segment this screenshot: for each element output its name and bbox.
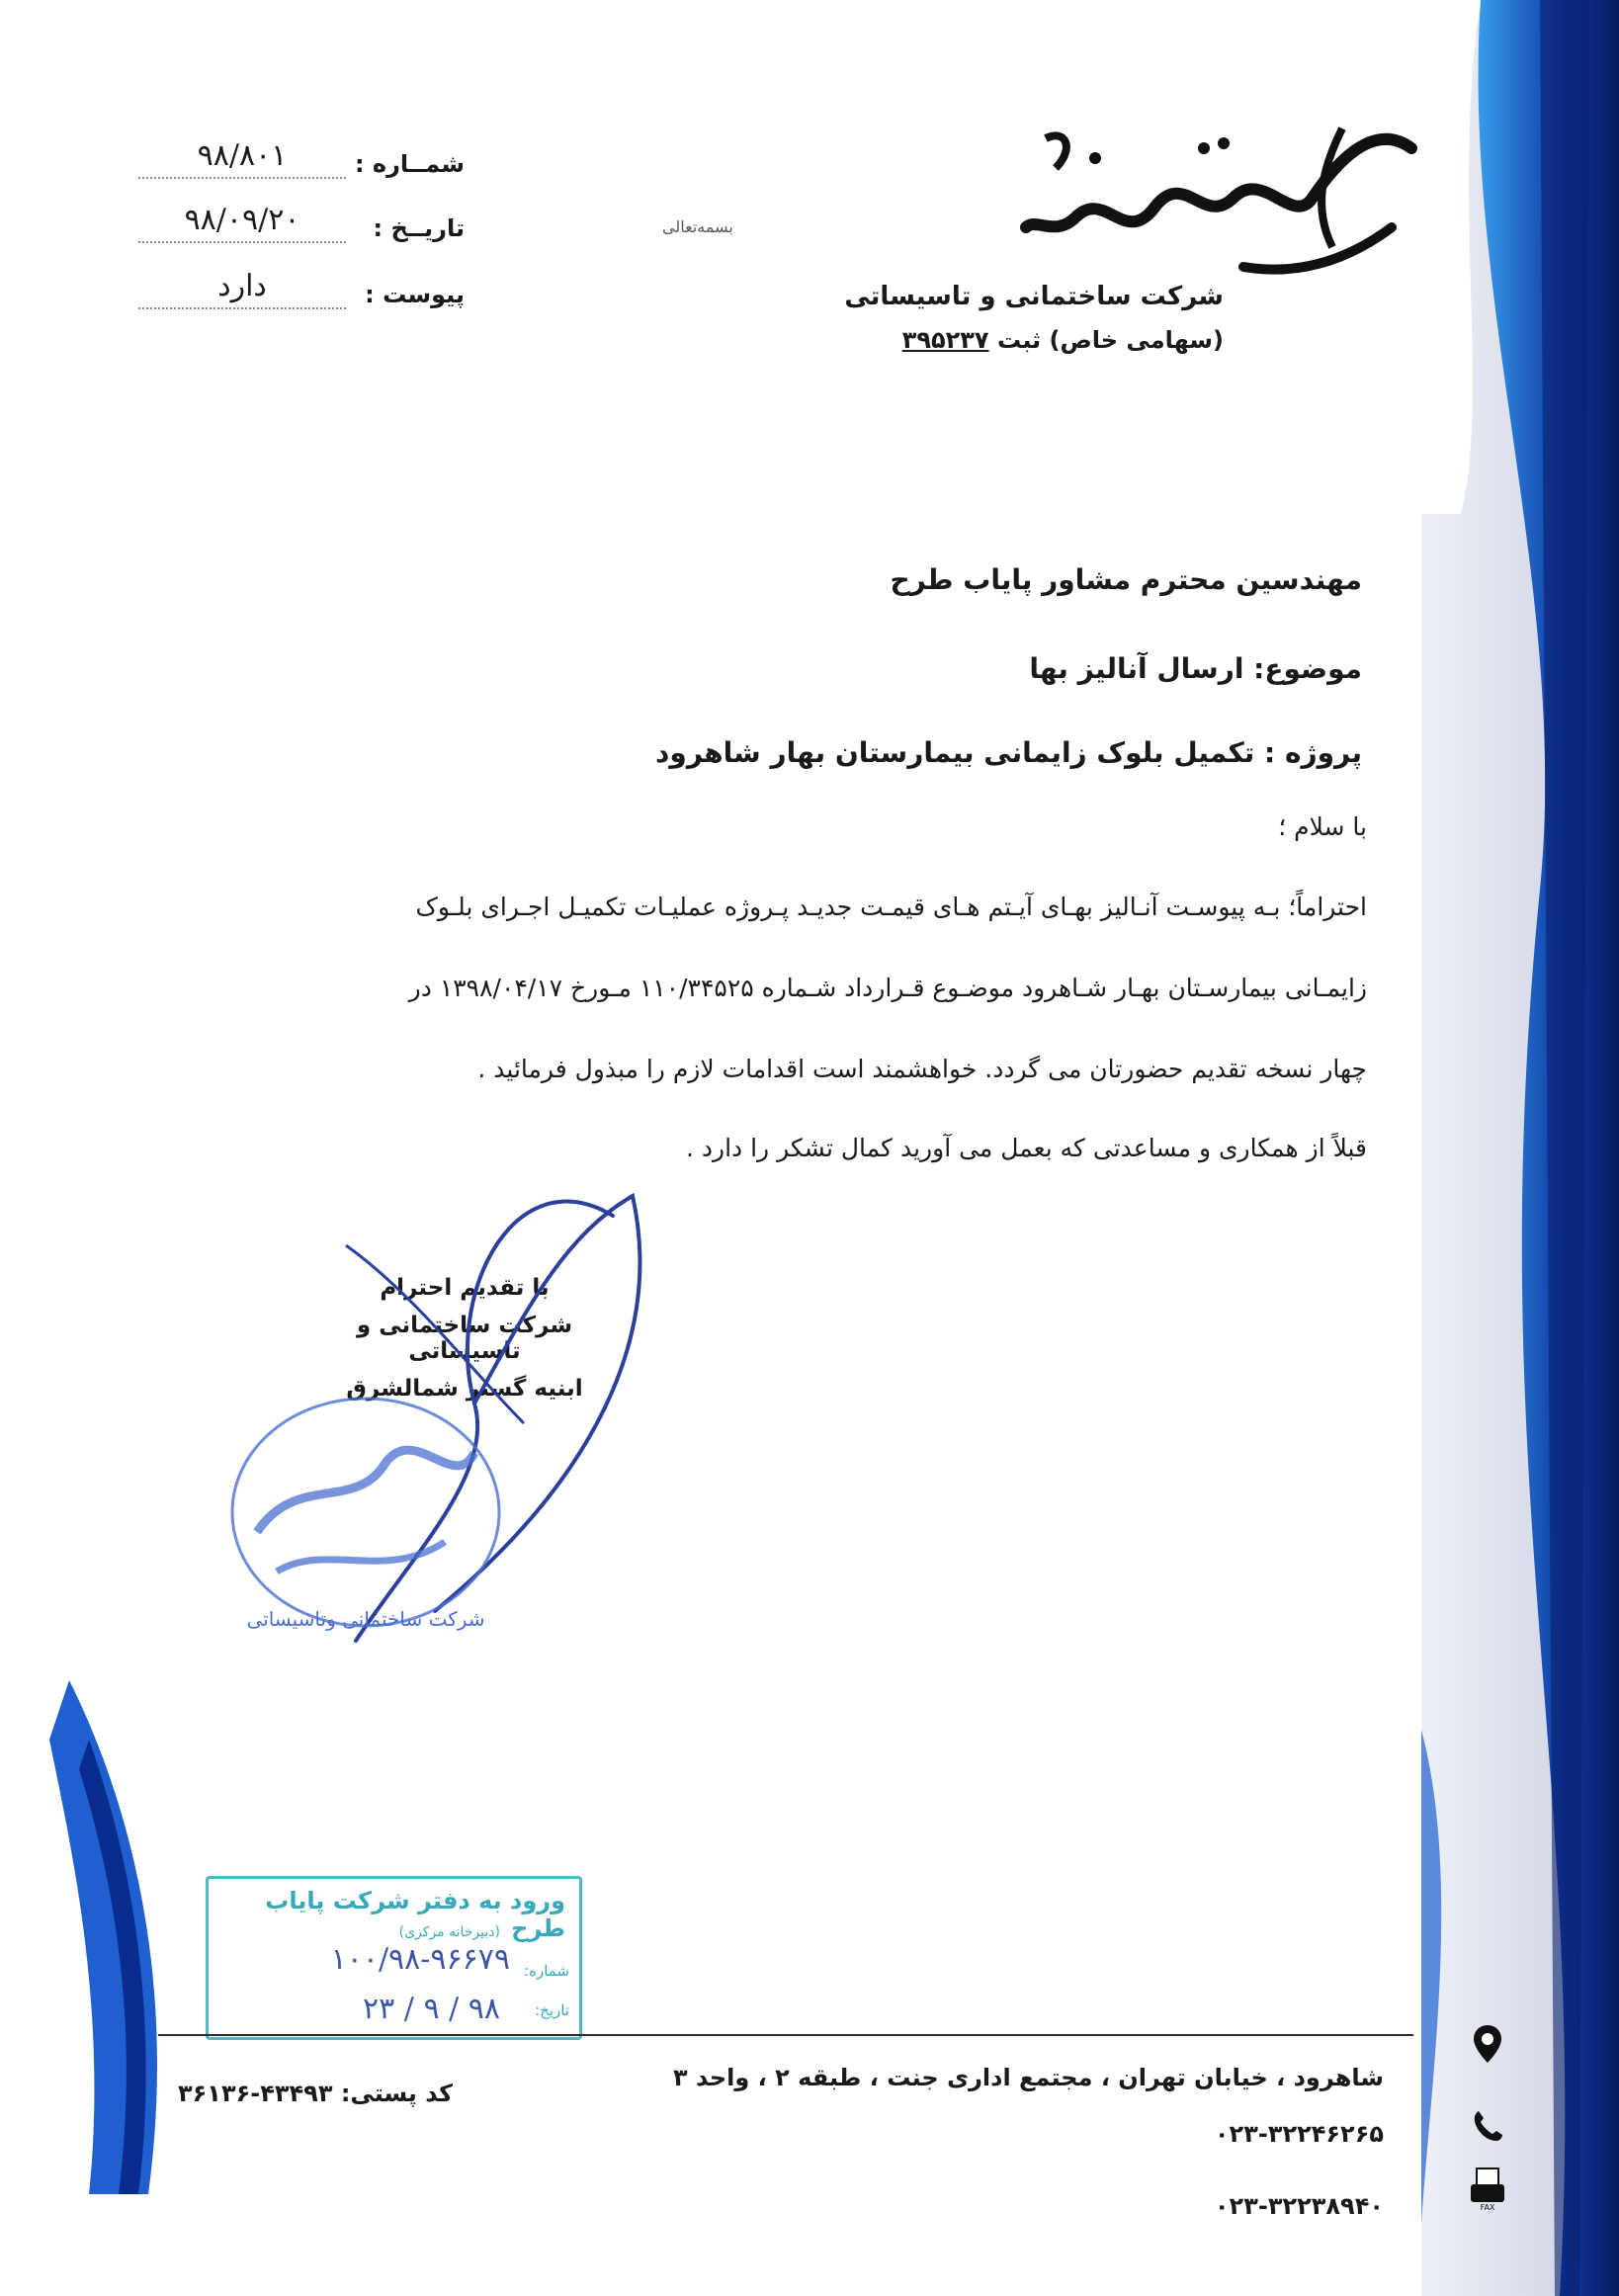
recipient: مهندسین محترم مشاور پایاب طرح xyxy=(890,563,1362,596)
letter-attachment-row xyxy=(119,269,465,318)
company-name: شرکت ساختمانی و تاسیساتی xyxy=(844,282,1224,311)
paragraph-line-3: چهار نسخه تقدیم حضورتان می گردد. خواهشمند است اقدامات لازم را مبذول فرمائید . xyxy=(477,1055,1367,1083)
company-registration xyxy=(902,326,1224,354)
bottom-left-swoosh-decoration xyxy=(30,1680,188,2194)
letter-attachment-label: پیوست : xyxy=(365,281,465,308)
letter-attachment-value: دارد xyxy=(138,269,346,309)
basmala: بسمه‌تعالی xyxy=(662,217,733,236)
signature-line-1: با تقدیم احترام xyxy=(380,1275,550,1301)
footer-divider xyxy=(158,2034,1413,2036)
stamp-title: ورود به دفتر شرکت پایاب طرح xyxy=(265,1887,565,1942)
receipt-stamp xyxy=(206,1876,582,2040)
letter-date-label: تاریــخ : xyxy=(373,214,465,242)
stamp-number-label: شماره: xyxy=(524,1962,569,1980)
company-seal xyxy=(217,1374,514,1651)
letter-number-label: شمــاره : xyxy=(354,150,465,178)
footer-address: شاهرود ، خیابان تهران ، مجتمع اداری جنت ، طبقه ۲ ، واحد ۳ xyxy=(673,2064,1384,2091)
closing-line: قبلاً از همکاری و مساعدتی که بعمل می آورید کمال تشکر را دارد . xyxy=(685,1134,1367,1162)
footer-fax: ۰۲۳-۳۲۲۳۸۹۴۰ xyxy=(1214,2192,1384,2220)
stamp-date-value: ۹۸ / ۹ / ۲۳ xyxy=(363,1992,500,2026)
signature-line-3: ابنیه گستر شمالشرق xyxy=(346,1376,583,1402)
stamp-date-label: تاریخ: xyxy=(535,2001,569,2019)
phone-icon xyxy=(1465,2103,1510,2149)
letter-date-value: ۹۸/۰۹/۲۰ xyxy=(138,203,346,243)
company-logo xyxy=(1016,109,1431,287)
stamp-number-value: ۱۰۰/۹۸-۹۶۶۷۹ xyxy=(330,1942,510,1977)
fax-icon xyxy=(1465,2165,1510,2210)
paragraph-line-2: زایمـانی بیمارسـتان بهـار شـاهرود موضـوع قـرارداد شـماره ۱۱۰/۳۴۵۲۵ مـورخ ۱۳۹۸/۰۴/۱۷ در xyxy=(408,974,1367,1002)
subject: موضوع: ارسال آنالیز بها xyxy=(1029,652,1362,685)
paragraph-line-1: احتراماً؛ بـه پیوسـت آنـالیز بهـای آیـتم هـای قیمـت جدیـد پـروژه عملیـات تکمیـل اجـرای بلـوک xyxy=(415,893,1367,921)
company-reg-number: ۳۹۵۲۳۷ xyxy=(901,326,989,354)
signature-line-2: شرکت ساختمانی و تاسیساتی xyxy=(356,1313,573,1364)
greeting: با سلام ؛ xyxy=(1278,812,1367,841)
footer-postal-code: کد پستی: ۴۳۴۹۳-۳۶۱۳۶ xyxy=(178,2080,454,2107)
footer-phone: ۰۲۳-۳۲۲۴۶۲۶۵ xyxy=(1214,2120,1384,2148)
letter-date-row xyxy=(119,203,465,252)
stamp-subtitle: (دبیرخانه مرکزی) xyxy=(398,1924,500,1940)
svg-text:FAX: FAX xyxy=(1480,2203,1495,2210)
letter-number-row xyxy=(119,138,465,188)
location-pin-icon xyxy=(1465,2021,1510,2067)
letter-number-value: ۹۸/۸۰۱ xyxy=(138,138,346,179)
side-ribbon-decoration xyxy=(1421,0,1619,2296)
company-reg-prefix: (سهامی خاص) ثبت xyxy=(996,326,1224,354)
project: پروژه : تکمیل بلوک زایمانی بیمارستان بهار شاهرود xyxy=(655,736,1362,769)
seal-text: شرکت ساختمانی وتاسیساتی xyxy=(246,1607,485,1631)
